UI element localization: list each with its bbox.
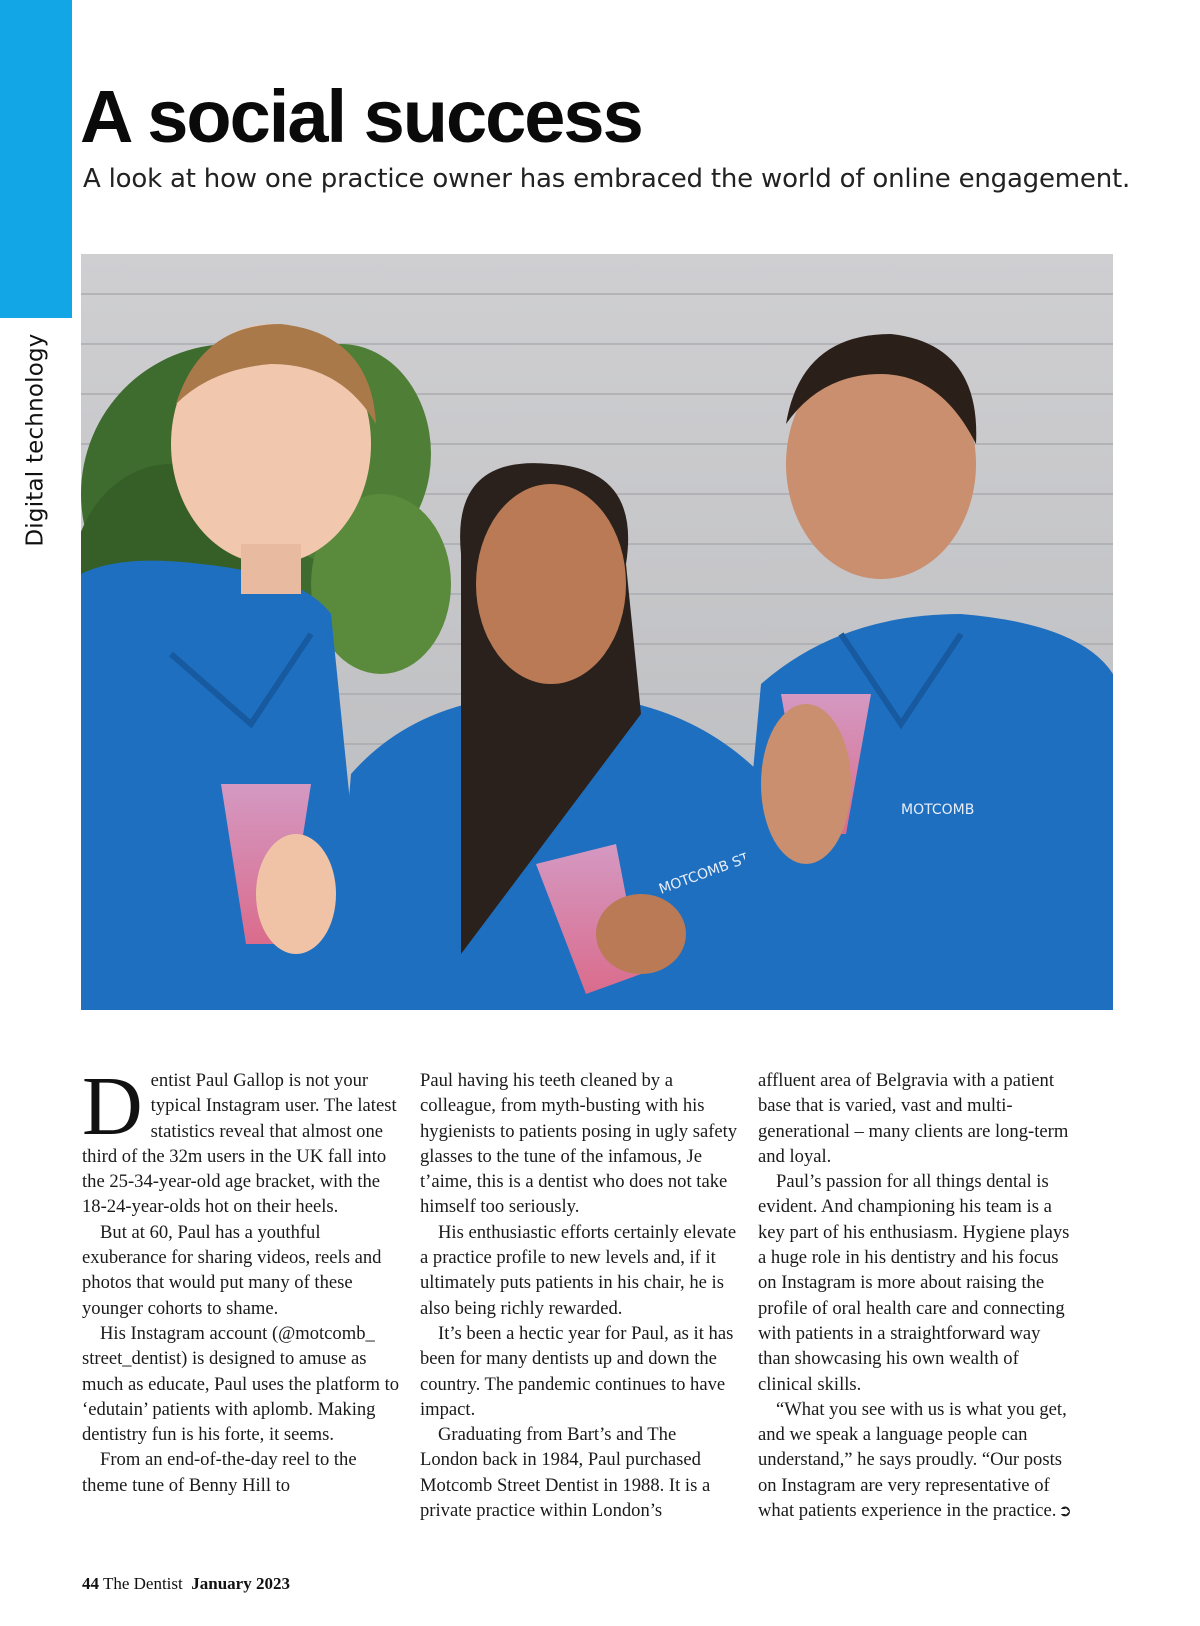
scrub-logo-right: MOTCOMB	[901, 802, 975, 818]
page-footer	[82, 1574, 290, 1594]
paragraph: Dentist Paul Gallop is not your typical Instagram user. The latest statistics reveal that almost one third of the 32m users in the UK fall into the 25-34-year-old age bracket, with the 18-24-year-olds hot on their heels.	[82, 1060, 397, 1218]
standfirst: A look at how one practice owner has embraced the world of online engagement.	[83, 164, 1131, 194]
section-color-tab	[0, 0, 72, 318]
paragraph: Paul having his teeth cleaned by a colleague, from myth-busting with his hygienists to patients posing in ugly safety glasses to the tune of the infamous, Je t’aime, this is a dentist who does not take himself too seriously.	[420, 1070, 738, 1218]
feature-photo	[81, 254, 1113, 1010]
issue-date: January 2023	[191, 1574, 290, 1593]
paragraph: “What you see with us is what you get, and we speak a language people can understand,” he says proudly. “Our posts on Instagram are very representative of what patients experience in the practice. ➲	[758, 1398, 1072, 1522]
paragraph: It’s been a hectic year for Paul, as it has been for many dentists up and down the country. The pandemic continues to have impact.	[420, 1322, 734, 1420]
paragraph: affluent area of Belgravia with a patient base that is varied, vast and multi-generational – many clients are long-term and loyal.	[758, 1070, 1069, 1167]
publication-name: The Dentist	[102, 1574, 183, 1593]
column-2	[420, 1068, 738, 1523]
section-label-text: Digital technology	[23, 333, 49, 547]
paragraph: Graduating from Bart’s and The London back in 1984, Paul purchased Motcomb Street Dentist in 1988. It is a private practice within London’s	[420, 1424, 711, 1522]
page-number: 44	[82, 1574, 99, 1593]
paragraph: But at 60, Paul has a youthful exuberance for sharing videos, reels and photos that would put many of these younger cohorts to shame.	[82, 1221, 382, 1319]
column-3	[758, 1068, 1076, 1523]
section-label	[6, 330, 66, 550]
headline: A social success	[80, 75, 642, 158]
scrub-logo-middle: MOTCOMB	[656, 857, 732, 898]
photo-illustration	[81, 254, 1113, 1010]
paragraph: From an end-of-the-day reel to the theme tune of Benny Hill to	[82, 1449, 357, 1496]
article-body	[82, 1060, 1122, 1548]
paragraph: Paul’s passion for all things dental is evident. And championing his team is a key part of his enthusiasm. Hygiene plays a huge role in his dentistry and his focus on Instagram is more about raising the profile of oral health care and connecting with patients in a straightforward way than showcasing his own wealth of clinical skills.	[758, 1171, 1070, 1395]
paragraph: His Instagram account (@motcomb_ street_dentist) is designed to amuse as much as educate, Paul uses the platform to ‘edutain’ patients with aplomb. Making dentistry fun is his forte, it seems.	[82, 1322, 400, 1446]
drop-cap: D	[82, 1060, 143, 1153]
paragraph: His enthusiastic efforts certainly elevate a practice profile to new levels and, if it ultimately puts patients in his chair, he is also being richly rewarded.	[420, 1221, 737, 1319]
end-of-article-icon: ➲	[1058, 1501, 1072, 1521]
column-1	[82, 1060, 400, 1498]
